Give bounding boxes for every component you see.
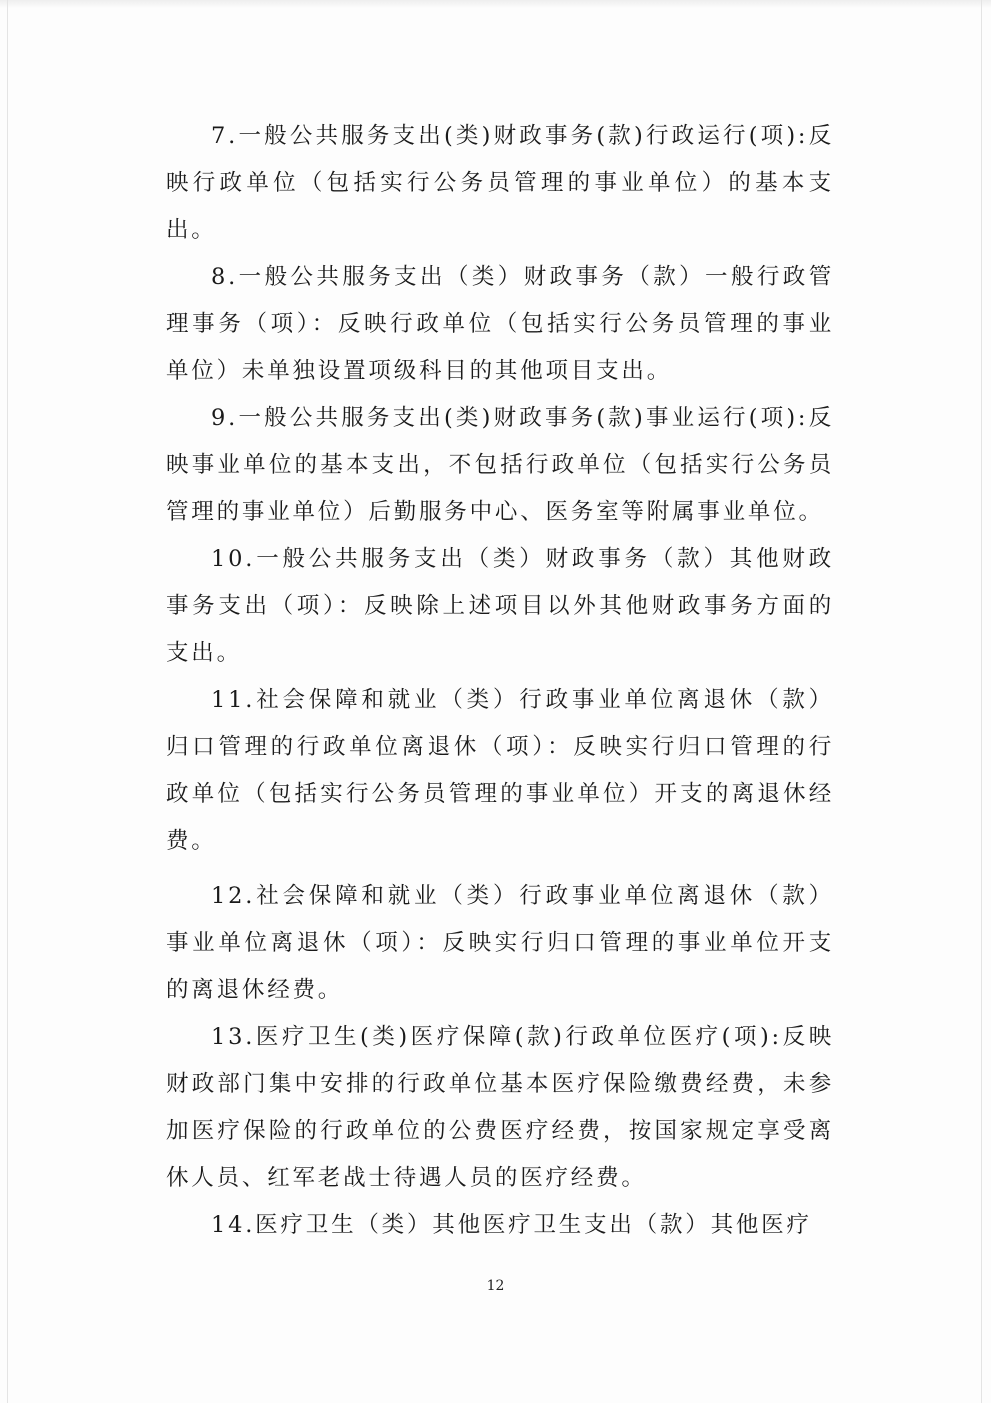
scan-edge-right bbox=[981, 0, 982, 1403]
scan-edge-left bbox=[7, 0, 8, 1403]
paragraph-item-12: 12.社会保障和就业（类）行政事业单位离退休（款）事业单位离退休（项）：反映实行归口管理的事业单位开支的离退休经费。 bbox=[166, 883, 834, 1003]
paragraph-item-10: 10.一般公共服务支出（类）财政事务（款）其他财政事务支出（项）：反映除上述项目以外其他财政事务方面的支出。 bbox=[166, 546, 834, 666]
paragraph-item-9: 9.一般公共服务支出(类)财政事务(款)事业运行(项):反映事业单位的基本支出，不包括行政单位（包括实行公务员管理的事业单位）后勤服务中心、医务室等附属事业单位。 bbox=[166, 405, 834, 525]
paragraph-item-7: 7.一般公共服务支出(类)财政事务(款)行政运行(项):反映行政单位（包括实行公务员管理的事业单位）的基本支出。 bbox=[166, 123, 834, 243]
paragraph-item-13: 13.医疗卫生(类)医疗保障(款)行政单位医疗(项):反映财政部门集中安排的行政单位基本医疗保险缴费经费，未参加医疗保险的行政单位的公费医疗经费，按国家规定享受离休人员、红军老战士待遇人员的医疗经费。 bbox=[166, 1024, 834, 1191]
paragraph-item-14: 14.医疗卫生（类）其他医疗卫生支出（款）其他医疗 bbox=[211, 1212, 812, 1238]
paragraph-item-8: 8.一般公共服务支出（类）财政事务（款）一般行政管理事务（项）：反映行政单位（包括实行公务员管理的事业单位）未单独设置项级科目的其他项目支出。 bbox=[166, 264, 834, 384]
body-text bbox=[166, 113, 834, 1249]
paragraph-item-11: 11.社会保障和就业（类）行政事业单位离退休（款）归口管理的行政单位离退休（项）：反映实行归口管理的行政单位（包括实行公务员管理的事业单位）开支的离退休经费。 bbox=[166, 687, 834, 854]
page-number: 12 bbox=[486, 1278, 505, 1294]
scan-top-shadow bbox=[0, 0, 991, 8]
